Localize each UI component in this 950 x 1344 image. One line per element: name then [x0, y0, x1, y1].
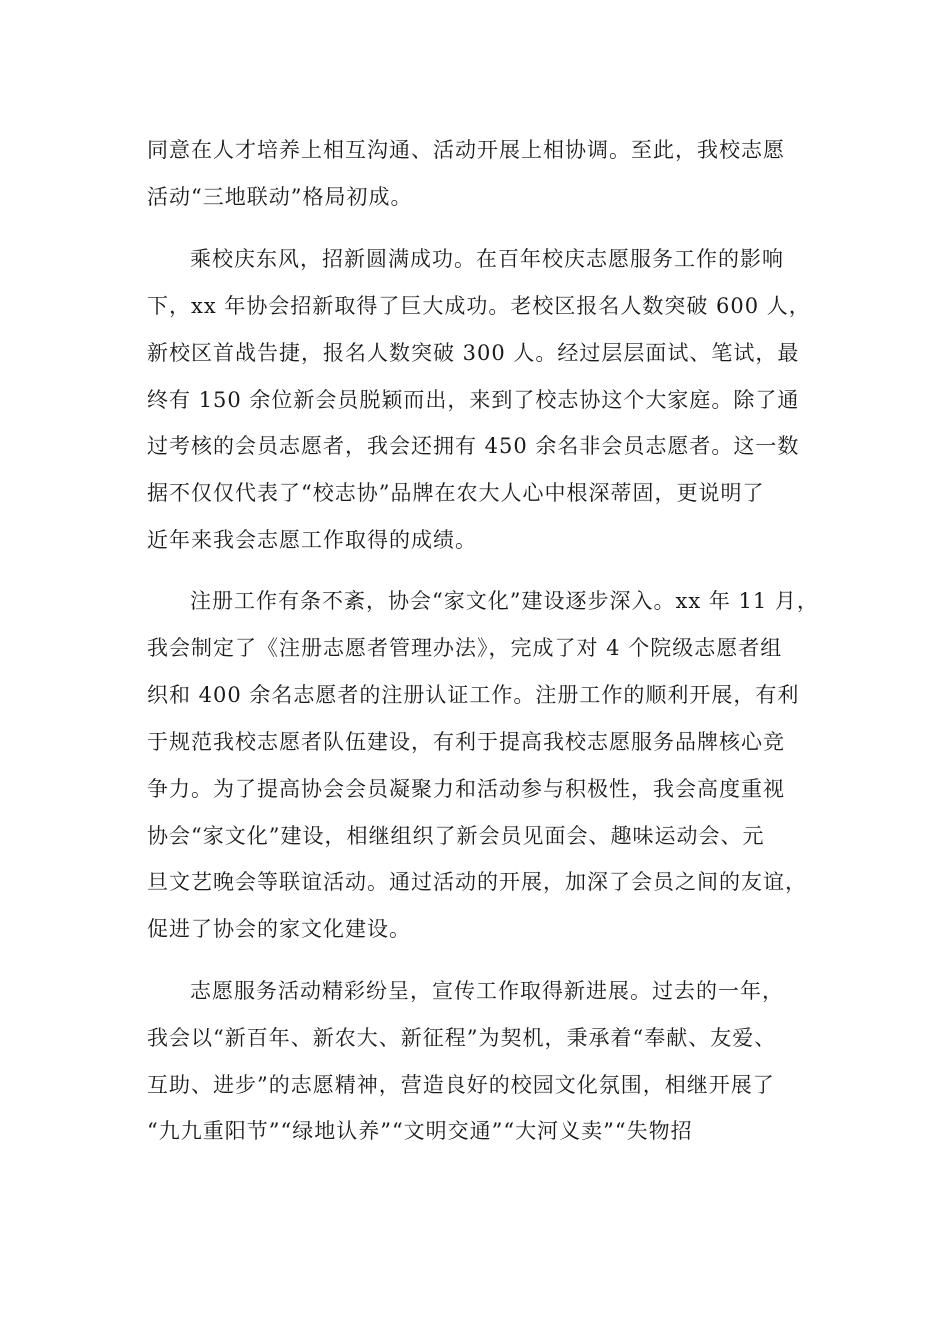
paragraph-2-line-4: 终有 150 余位新会员脱颖而出，来到了校志协这个大家庭。除了通	[147, 388, 800, 412]
paragraph-4-line-2: 我会以“新百年、新农大、新征程”为契机，秉承着“奉献、友爱、	[147, 1026, 777, 1050]
paragraph-4-line-1: 志愿服务活动精彩纷呈，宣传工作取得新进展。过去的一年，	[190, 979, 784, 1003]
paragraph-4-line-4: “九九重阳节”“绿地认养”“文明交通”“大河义卖”“失物招	[147, 1119, 693, 1143]
paragraph-1-line-1: 同意在人才培养上相互沟通、活动开展上相协调。至此，我校志愿	[147, 138, 785, 162]
paragraph-3-line-2: 我会制定了《注册志愿者管理办法》，完成了对 4 个院级志愿者组	[147, 636, 783, 660]
paragraph-3-line-8: 促进了协会的家文化建设。	[147, 917, 411, 941]
paragraph-3-line-3: 织和 400 余名志愿者的注册认证工作。注册工作的顺利开展，有利	[147, 683, 800, 707]
paragraph-1-line-2: 活动“三地联动”格局初成。	[147, 185, 413, 209]
paragraph-2-line-5: 过考核的会员志愿者，我会还拥有 450 余名非会员志愿者。这一数	[147, 434, 800, 458]
paragraph-3-line-7: 旦文艺晚会等联谊活动。通过活动的开展，加深了会员之间的友谊，	[147, 870, 807, 894]
paragraph-2-line-2: 下，xx 年协会招新取得了巨大成功。老校区报名人数突破 600 人，	[147, 294, 811, 318]
paragraph-2-line-3: 新校区首战告捷，报名人数突破 300 人。经过层层面试、笔试，最	[147, 341, 800, 365]
paragraph-2-line-1: 乘校庆东风，招新圆满成功。在百年校庆志愿服务工作的影响	[190, 247, 784, 271]
paragraph-3-line-1: 注册工作有条不紊，协会“家文化”建设逐步深入。xx 年 11 月，	[190, 589, 819, 613]
paragraph-4-line-3: 互助、进步”的志愿精神，营造良好的校园文化氛围，相继开展了	[147, 1073, 775, 1097]
paragraph-3-line-6: 协会“家文化”建设，相继组织了新会员见面会、趣味运动会、元	[147, 824, 765, 848]
paragraph-2-line-7: 近年来我会志愿工作取得的成绩。	[147, 528, 477, 552]
paragraph-3-line-5: 争力。为了提高协会会员凝聚力和活动参与积极性，我会高度重视	[147, 777, 785, 801]
paragraph-2-line-6: 据不仅仅代表了“校志协”品牌在农大人心中根深蒂固，更说明了	[147, 481, 765, 505]
paragraph-3-line-4: 于规范我校志愿者队伍建设，有利于提高我校志愿服务品牌核心竞	[147, 730, 785, 754]
